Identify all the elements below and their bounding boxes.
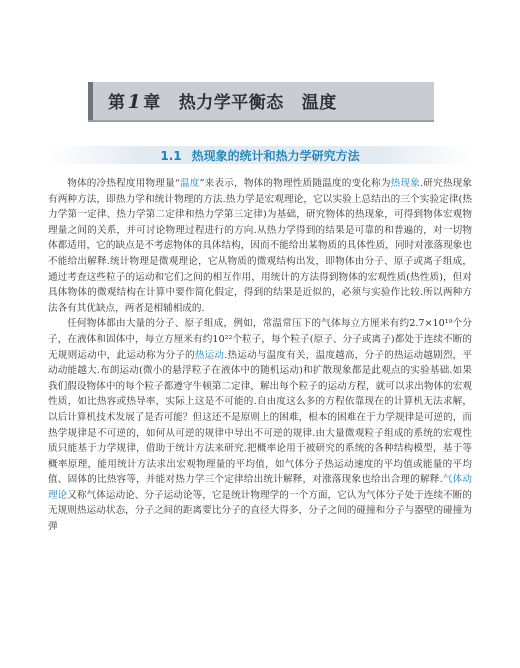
paragraph-text: .研究热现象有两种方法，即热力学和统计物理的方法.热力学是宏观理论，它以实验上总结出的三个实验定律(热力学第一定律、热力学第二定律和热力学第三定律)为基础，研究物体的热现象，可得到物体宏观物理量之间的关系，并可讨论物理过程进行的方向.从热力学得到的结果是可靠的和普遍的，对一切物体都适用，它的缺点是不考虑物体的具体结构，因而不能给出某物质的具体性质，同时对涨落现象也不能给出解释.统计物理是微观理论，它从物质的微观结构出发，即物体由分子、原子或离子组成，通过考查这些粒子的运动和它们之间的相互作用，用统计的方法得到物体的宏观性质(热性质)，但对具体物体的微观结构在计算中要作简化假定，得到的结果是近似的，必须与实验作比较.所以两种方法各有其优缺点，两者是相辅相成的. [48,178,473,314]
highlighted-term: 气体动理论 [48,474,472,501]
chapter-title-main: 热力学平衡态 [178,93,284,113]
body-text [48,176,472,535]
chapter-title-sub: 温度 [301,93,337,113]
paragraph [48,316,472,534]
chapter-suffix: 章 [143,93,161,113]
section-title-text: 热现象的统计和热力学研究方法 [191,149,360,163]
highlighted-term: 热现象 [390,178,421,189]
chapter-header [88,82,434,122]
paragraph-text: ”来表示，物体的物理性质随温度的变化称为 [199,178,391,189]
section-title [48,147,472,164]
section-heading [48,146,472,164]
paragraph-text: 任何物体都由大量的分子、原子组成，例如，常温常压下的气体每立方厘米有约2.7×10¹⁹个分子，在液体和固体中，每立方厘米有约10²²个粒子，每个粒子(原子、分子或离子)都处于连续不断的无规则运动中，此运动称为分子的 [48,318,472,361]
highlighted-term: 热运动 [194,349,225,361]
chapter-title [108,88,337,113]
highlighted-term: 温度 [179,178,200,189]
chapter-prefix: 第 [108,93,126,113]
section-number: 1.1 [160,149,182,163]
paragraph [48,176,472,316]
paragraph-text: .热运动与温度有关，温度越高，分子的热运动越剧烈，平动动能越大.布朗运动(微小的悬浮粒子在液体中的随机运动)和扩散现象都是此观点的实验基础.如果我们假设物体中的每个粒子都遵守牛顿第二定律，解出每个粒子的运动方程，就可以求出物体的宏观性质，如比热容或热导率，实际上这是不可能的.自由度这么多的方程依靠现在的计算机无法求解，以后计算机技术发展了是否可能？但这还不是原则上的困难，根本的困难在于力学规律是可逆的，而热学规律是不可逆的，如何从可逆的规律中导出不可逆的规律.由大量微观粒子组成的系统的宏观性质只能基于力学规律，借助于统计方法来研究.把概率论用于被研究的系统的各种结构模型，基于等概率原理，能用统计方法求出宏观物理量的平均值，如气体分子热运动速度的平均值或能量的平均值、固体的比热容等，并能对热力学三个定律给出统计解释，对涨落现象也给出合理的解释. [48,349,472,486]
paragraph-text: 物体的冷热程度用物理量“ [67,178,180,189]
paragraph-text: 又称气体运动论、分子运动论等，它是统计物理学的一个方面，它认为气体分子处于连续不断的无规则热运动状态，分子之间的距离要比分子的直径大得多，分子之间的碰撞和分子与器壁的碰撞为弹 [48,489,473,533]
chapter-number: 1 [127,91,142,113]
